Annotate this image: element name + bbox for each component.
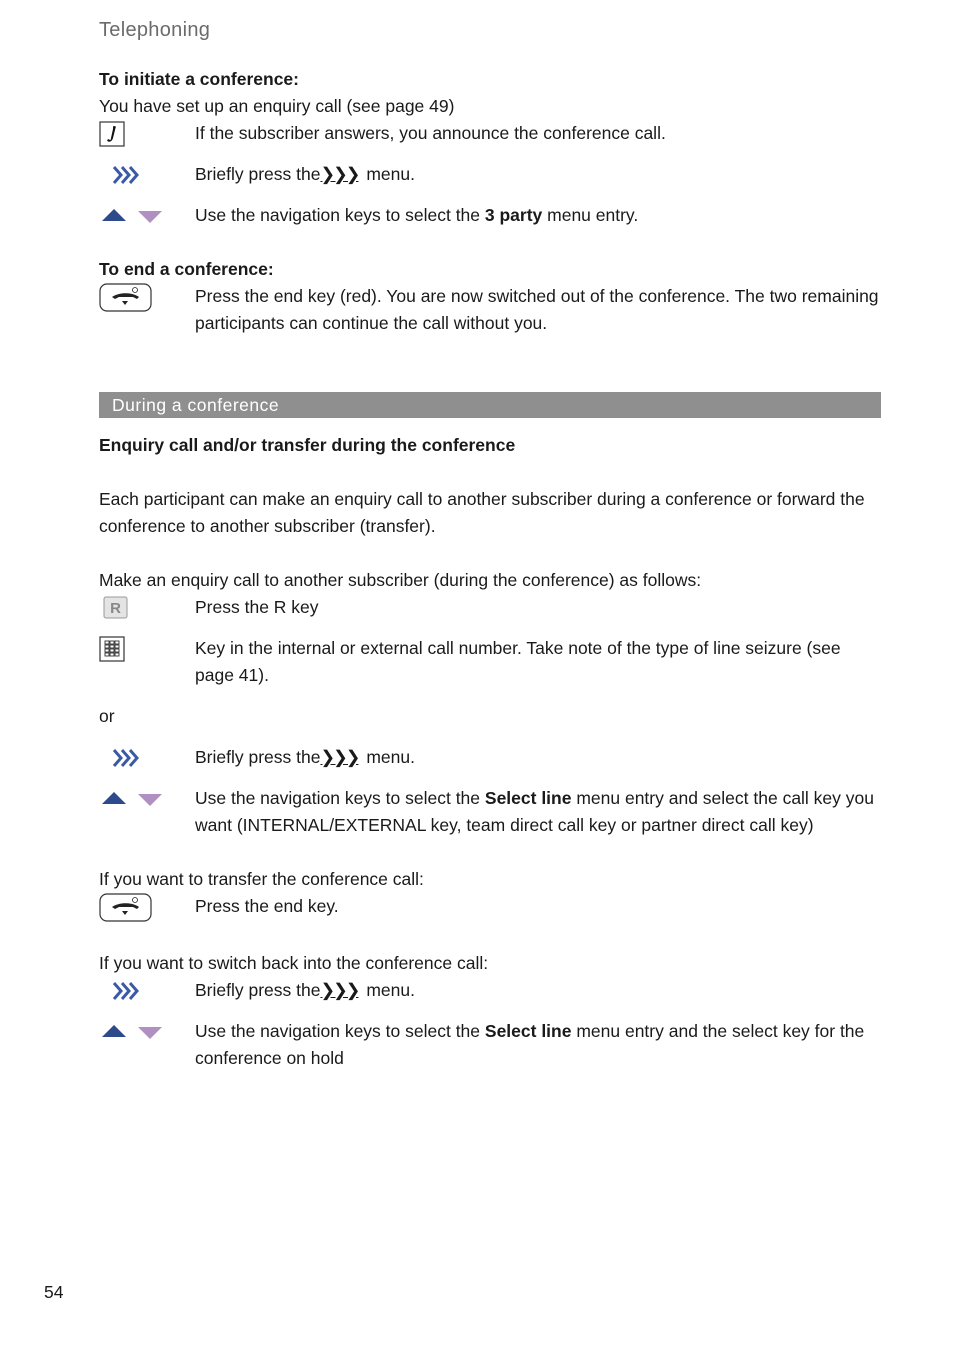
page-header: Telephoning xyxy=(99,19,211,41)
step-keypad-text: Key in the internal or external call number. Take note of the type of line seizure (see page 41). xyxy=(195,638,841,685)
step-menu-pre: Briefly press the xyxy=(195,164,321,184)
step-switch-nav xyxy=(99,1018,881,1072)
step-end-key xyxy=(99,283,881,337)
step-nav-2 xyxy=(99,785,881,839)
step-nav-text xyxy=(195,202,881,229)
menu-chevrons-icon xyxy=(99,744,195,771)
step-announce xyxy=(99,120,881,147)
section-para1: Each participant can make an enquiry call to another subscriber during a conference or forward the conference to another subscriber (transfer). xyxy=(99,489,865,536)
navigation-keys-icon xyxy=(99,202,195,229)
step-keypad xyxy=(99,635,881,689)
page-number: 54 xyxy=(44,1282,64,1302)
transfer-intro: If you want to transfer the conference call: xyxy=(99,869,424,889)
step-menu-2-pre: Briefly press the xyxy=(195,747,321,767)
step-r-key xyxy=(99,594,881,621)
step-switch-nav-post: menu entry and the select key for the conference on hold xyxy=(195,1021,865,1068)
menu-chevrons-icon xyxy=(99,977,195,1004)
r-key-icon xyxy=(99,594,195,621)
step-nav-pre: Use the navigation keys to select the xyxy=(195,205,485,225)
menu-glyph: ❯❯❯ xyxy=(320,980,359,1000)
handset-icon xyxy=(99,120,195,147)
step-menu-text xyxy=(195,161,881,188)
step-end-key-text: Press the end key (red). You are now switched out of the conference. The two remaining participants can continue the call without you. xyxy=(195,286,879,333)
svg-text:R: R xyxy=(110,599,121,617)
switch-intro: If you want to switch back into the conference call: xyxy=(99,953,489,973)
step-announce-text: If the subscriber answers, you announce the conference call. xyxy=(195,123,666,143)
menu-glyph: ❯❯❯ xyxy=(320,747,359,767)
step-nav-2-post: menu entry and select the call key you want (INTERNAL/EXTERNAL key, team direct call key or partner direct call key) xyxy=(195,788,874,835)
step-switch-menu-post: menu. xyxy=(361,980,415,1000)
or-label: or xyxy=(99,706,115,726)
initiate-heading: To initiate a conference: xyxy=(99,69,299,89)
end-key-icon xyxy=(99,283,195,313)
section-para2: Make an enquiry call to another subscriber (during the conference) as follows: xyxy=(99,570,702,590)
navigation-keys-icon xyxy=(99,1018,195,1045)
step-nav-post: menu entry. xyxy=(542,205,639,225)
end-heading: To end a conference: xyxy=(99,259,274,279)
menu-chevrons-icon xyxy=(99,161,195,188)
section-subheading: Enquiry call and/or transfer during the conference xyxy=(99,435,516,455)
step-switch-nav-text xyxy=(195,1018,881,1072)
step-nav-2-bold: Select line xyxy=(484,788,572,808)
step-switch-menu-text xyxy=(195,977,881,1004)
step-switch-nav-pre: Use the navigation keys to select the xyxy=(195,1021,485,1041)
end-key-icon xyxy=(99,893,195,923)
step-menu-2-text xyxy=(195,744,881,771)
keypad-icon xyxy=(99,635,195,662)
page-content xyxy=(99,66,881,1072)
section-heading-bar: During a conference xyxy=(99,392,881,418)
step-menu-post: menu. xyxy=(361,164,415,184)
navigation-keys-icon xyxy=(99,785,195,812)
step-switch-nav-bold: Select line xyxy=(484,1021,572,1041)
step-menu-2-post: menu. xyxy=(361,747,415,767)
menu-glyph: ❯❯❯ xyxy=(320,164,359,184)
step-nav-2-text xyxy=(195,785,881,839)
step-nav-2-pre: Use the navigation keys to select the xyxy=(195,788,485,808)
step-r-key-text: Press the R key xyxy=(195,597,319,617)
step-nav xyxy=(99,202,881,229)
step-transfer-text: Press the end key. xyxy=(195,896,339,916)
step-nav-bold: 3 party xyxy=(484,205,543,225)
step-menu-2 xyxy=(99,744,881,771)
step-switch-menu xyxy=(99,977,881,1004)
initiate-intro: You have set up an enquiry call (see page 49) xyxy=(99,96,455,116)
step-menu xyxy=(99,161,881,188)
step-transfer xyxy=(99,893,881,923)
step-switch-menu-pre: Briefly press the xyxy=(195,980,321,1000)
